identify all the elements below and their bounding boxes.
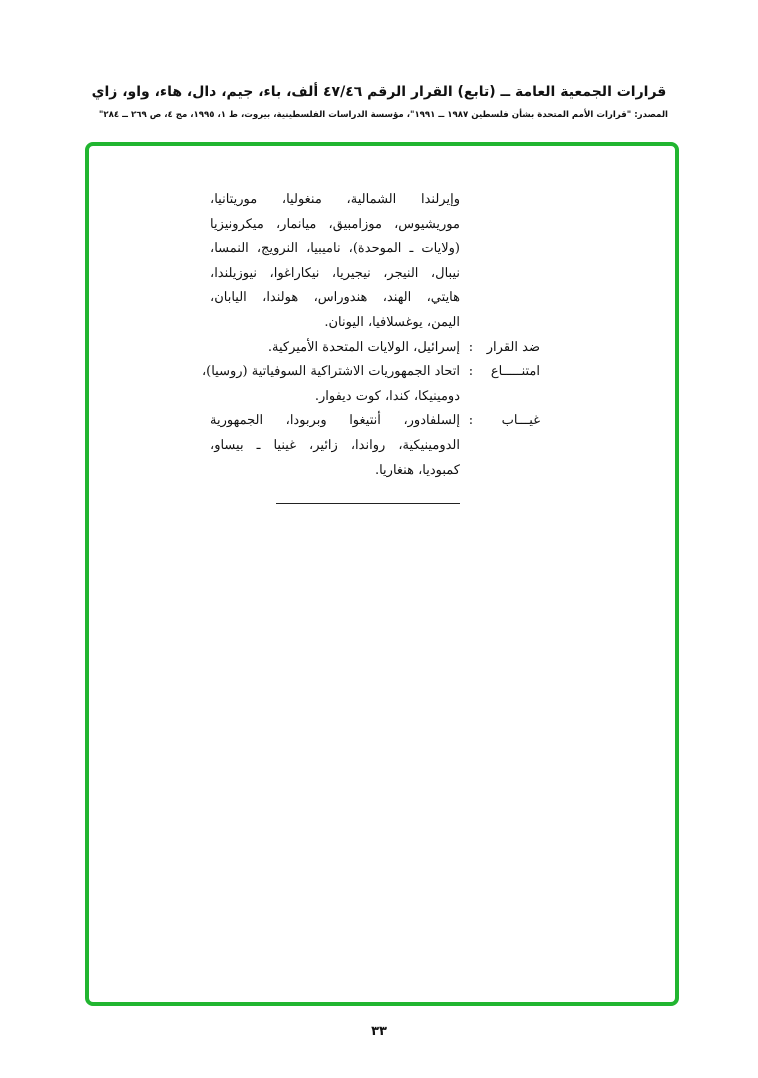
abstain-row: [201, 360, 540, 409]
text-line: هايتي، الهند، هندوراس، هولندا، اليابان،: [210, 290, 460, 306]
colon: :: [468, 364, 474, 380]
text-line: اليمن، يوغسلافيا، اليونان.: [324, 314, 460, 330]
colon: :: [468, 413, 474, 429]
end-rule: [276, 503, 460, 504]
in-favour-continued-list: [210, 188, 460, 336]
text-line: اتحاد الجمهوريات الاشتراكية السوفياتية (روسيا)،: [201, 364, 460, 380]
page-number: ٣٣: [371, 1024, 387, 1039]
absent-label: غيـــاب: [501, 413, 540, 429]
text-line: (ولايات ـ الموحدة)، ناميبيا، النرويج، النمسا،: [210, 241, 460, 257]
text-line: كمبوديا، هنغاريا.: [374, 462, 460, 478]
text-line: دومينيكا، كندا، كوت ديفوار.: [314, 388, 460, 404]
against-row: [210, 336, 540, 361]
page-title: قرارات الجمعية العامة ــ (تابع) القرار الرقم ٤٧/٤٦ ألف، باء، جيم، دال، هاء، واو، زاي: [91, 84, 667, 100]
text-line: نيبال، النيجر، نيجيريا، نيكاراغوا، نيوزيلندا،: [210, 265, 460, 281]
text-line: وإيرلندا الشمالية، منغوليا، موريتانيا،: [210, 192, 460, 207]
colon: :: [468, 339, 474, 355]
text-line: موريشيوس، موزامبيق، ميانمار، ميكرونيزيا: [210, 216, 460, 232]
text-line: إلسلفادور، أنتيغوا وبربودا، الجمهورية: [210, 413, 460, 429]
text-line: الدومينيكية، رواندا، زائير، غينيا ـ بيساو،: [210, 437, 460, 453]
source-citation: المصدر: "قرارات الأمم المتحدة بشأن فلسطين ١٩٨٧ ــ ١٩٩١"، مؤسسة الدراسات الفلسطينية، بيروت، ط ١، ١٩٩٥، مج ٤، ص ٢٦٩ ــ ٢٨٤": [98, 110, 668, 120]
absent-row: [210, 409, 540, 483]
abstain-label: امتنـــــاع: [490, 364, 540, 380]
text-line: إسرائيل، الولايات المتحدة الأميركية.: [267, 339, 460, 355]
vote-record: [201, 188, 540, 483]
against-label: ضد القرار: [486, 339, 540, 355]
